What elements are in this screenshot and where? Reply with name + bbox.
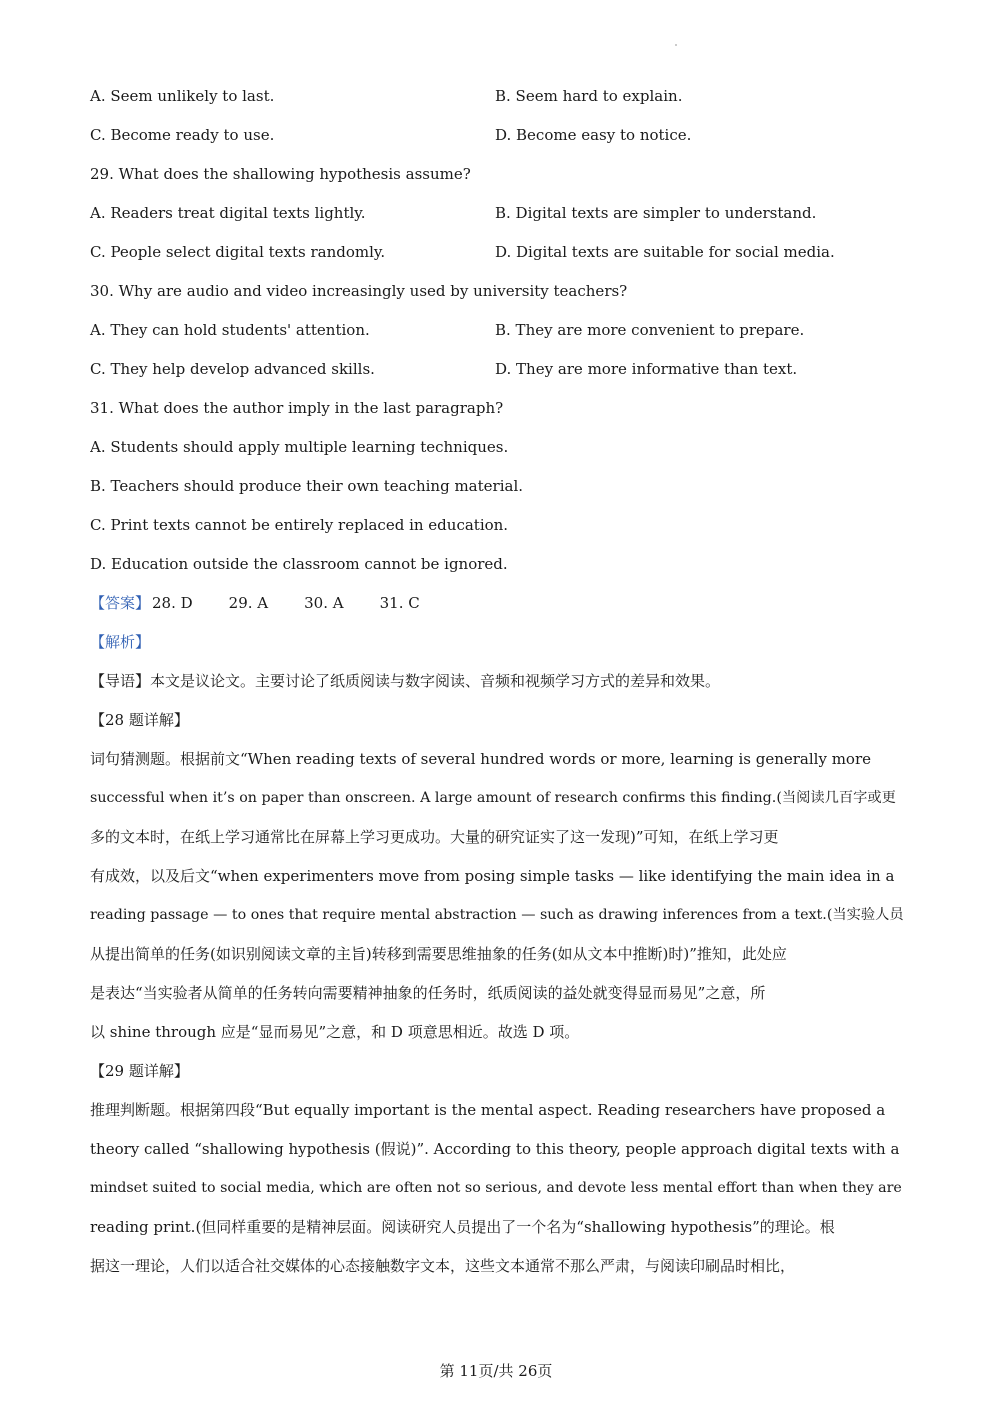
q28-option-a: A. Seem unlikely to last. <box>90 87 275 105</box>
detail28-line: 从提出简单的任务(如识别阅读文章的主旨)转移到需要思维抽象的任务(如从文本中推断)时)”推知，此处应 <box>90 945 787 963</box>
q28-option-b: B. Seem hard to explain. <box>495 87 683 105</box>
q29-option-d: D. Digital texts are suitable for social media. <box>495 243 835 261</box>
detail28-line: reading passage — to ones that require mental abstraction — such as drawing inferences from a text.(当实验人员 <box>90 907 904 923</box>
detail29-line: theory called “shallowing hypothesis (假说)”. According to this theory, people approach digital texts with a <box>90 1140 900 1158</box>
page-number-footer: 第 11页/共 26页 <box>439 1362 553 1380</box>
q30-option-d: D. They are more informative than text. <box>495 360 798 378</box>
detail28-line: 是表达“当实验者从简单的任务转向需要精神抽象的任务时，纸质阅读的益处就变得显而易见”之意，所 <box>90 984 766 1002</box>
detail29-line: 推理判断题。根据第四段“But equally important is the mental aspect. Reading researchers have proposed a <box>90 1101 886 1119</box>
answer-key <box>90 593 905 613</box>
q31-question: 31. What does the author imply in the last paragraph? <box>90 399 504 417</box>
q31-option-a: A. Students should apply multiple learning techniques. <box>90 438 509 456</box>
analysis-label: 【解析】 <box>90 633 151 651</box>
q29-options-row-1 <box>90 203 905 223</box>
detail28-heading: 【28 题详解】 <box>90 711 189 729</box>
q29-options-row-2 <box>90 242 905 262</box>
q30-options-row-1 <box>90 320 905 340</box>
q30-option-b: B. They are more convenient to prepare. <box>495 321 805 339</box>
answer-item: 28. D <box>152 594 193 612</box>
detail28-line: 词句猜测题。根据前文“When reading texts of several hundred words or more, learning is generally more <box>90 750 872 768</box>
q28-options-row-2 <box>90 125 905 145</box>
q30-question: 30. Why are audio and video increasingly used by university teachers? <box>90 282 628 300</box>
detail28-line: 有成效，以及后文“when experimenters move from posing simple tasks — like identifying the main idea in a <box>90 867 895 885</box>
q29-question: 29. What does the shallowing hypothesis assume? <box>90 165 471 183</box>
q29-option-a: A. Readers treat digital texts lightly. <box>90 204 366 222</box>
intro-paragraph: 【导语】本文是议论文。主要讨论了纸质阅读与数字阅读、音频和视频学习方式的差异和效果。 <box>90 672 721 690</box>
q28-option-d: D. Become easy to notice. <box>495 126 692 144</box>
q31-option-b: B. Teachers should produce their own teaching material. <box>90 477 524 495</box>
scan-speck <box>675 44 677 46</box>
q30-option-c: C. They help develop advanced skills. <box>90 360 375 378</box>
q29-option-c: C. People select digital texts randomly. <box>90 243 386 261</box>
detail29-line: mindset suited to social media, which are often not so serious, and devote less mental effort than when they are <box>90 1180 902 1196</box>
answer-item: 30. A <box>304 594 344 612</box>
q28-option-c: C. Become ready to use. <box>90 126 275 144</box>
detail28-line: 多的文本时，在纸上学习通常比在屏幕上学习更成功。大量的研究证实了这一发现)”可知，在纸上学习更 <box>90 828 779 846</box>
detail29-heading: 【29 题详解】 <box>90 1062 189 1080</box>
q31-option-d: D. Education outside the classroom cannot be ignored. <box>90 555 508 573</box>
q30-option-a: A. They can hold students' attention. <box>90 321 370 339</box>
detail28-line: 以 shine through 应是“显而易见”之意，和 D 项意思相近。故选 D 项。 <box>90 1023 580 1041</box>
q31-option-c: C. Print texts cannot be entirely replaced in education. <box>90 516 509 534</box>
detail29-line: reading print.(但同样重要的是精神层面。阅读研究人员提出了一个名为“shallowing hypothesis”的理论。根 <box>90 1218 835 1236</box>
q30-options-row-2 <box>90 359 905 379</box>
answer-key-label: 【答案】 <box>90 594 151 612</box>
q29-option-b: B. Digital texts are simpler to understand. <box>495 204 817 222</box>
q28-options-row-1 <box>90 86 905 106</box>
answer-item: 29. A <box>228 594 269 612</box>
detail29-line: 据这一理论，人们以适合社交媒体的心态接触数字文本，这些文本通常不那么严肃，与阅读印刷品时相比， <box>90 1257 796 1275</box>
detail28-line: successful when it’s on paper than onscreen. A large amount of research confirms this finding.(当阅读几百字或更 <box>90 790 896 806</box>
answer-item: 31. C <box>379 594 420 612</box>
